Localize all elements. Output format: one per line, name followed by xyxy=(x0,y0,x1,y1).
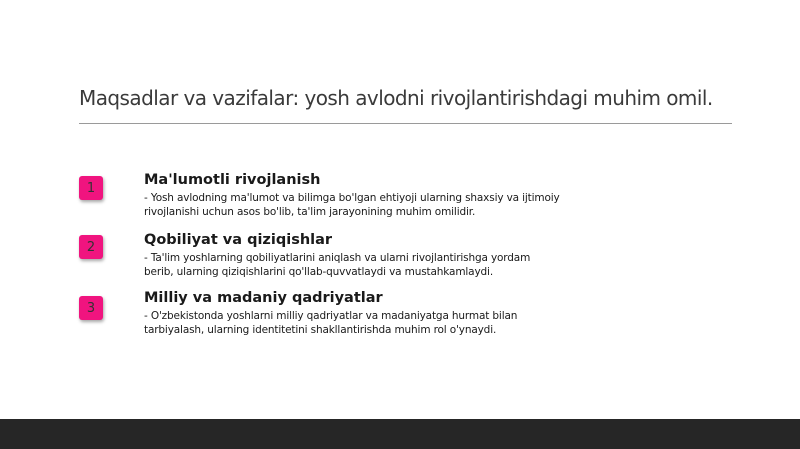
number-badge: 2 xyxy=(79,235,103,259)
item-heading: Qobiliyat va qiziqishlar xyxy=(144,232,333,248)
number-badge: 3 xyxy=(79,296,103,320)
item-description: - O'zbekistonda yoshlarni milliy qadriyatlar va madaniyatga hurmat bilan tarbiyalash, ularning identitetini shakllantirishda muhim rol o'ynaydi. xyxy=(144,310,518,337)
item-heading: Ma'lumotli rivojlanish xyxy=(144,172,321,188)
bottom-bar xyxy=(0,419,800,449)
number-badge: 1 xyxy=(79,176,103,200)
item-heading: Milliy va madaniy qadriyatlar xyxy=(144,290,383,306)
title-divider xyxy=(79,123,732,124)
item-description: - Yosh avlodning ma'lumot va bilimga bo'lgan ehtiyoji ularning shaxsiy va ijtimoiy rivojlanishi uchun asos bo'lib, ta'lim jarayonining muhim omilidir. xyxy=(144,192,560,219)
item-description: - Ta'lim yoshlarning qobiliyatlarini aniqlash va ularni rivojlantirishga yordam berib, ularning qiziqishlarini qo'llab-quvvatlaydi va mustahkamlaydi. xyxy=(144,252,531,279)
slide-title: Maqsadlar va vazifalar: yosh avlodni rivojlantirishdagi muhim omil. xyxy=(79,86,713,110)
